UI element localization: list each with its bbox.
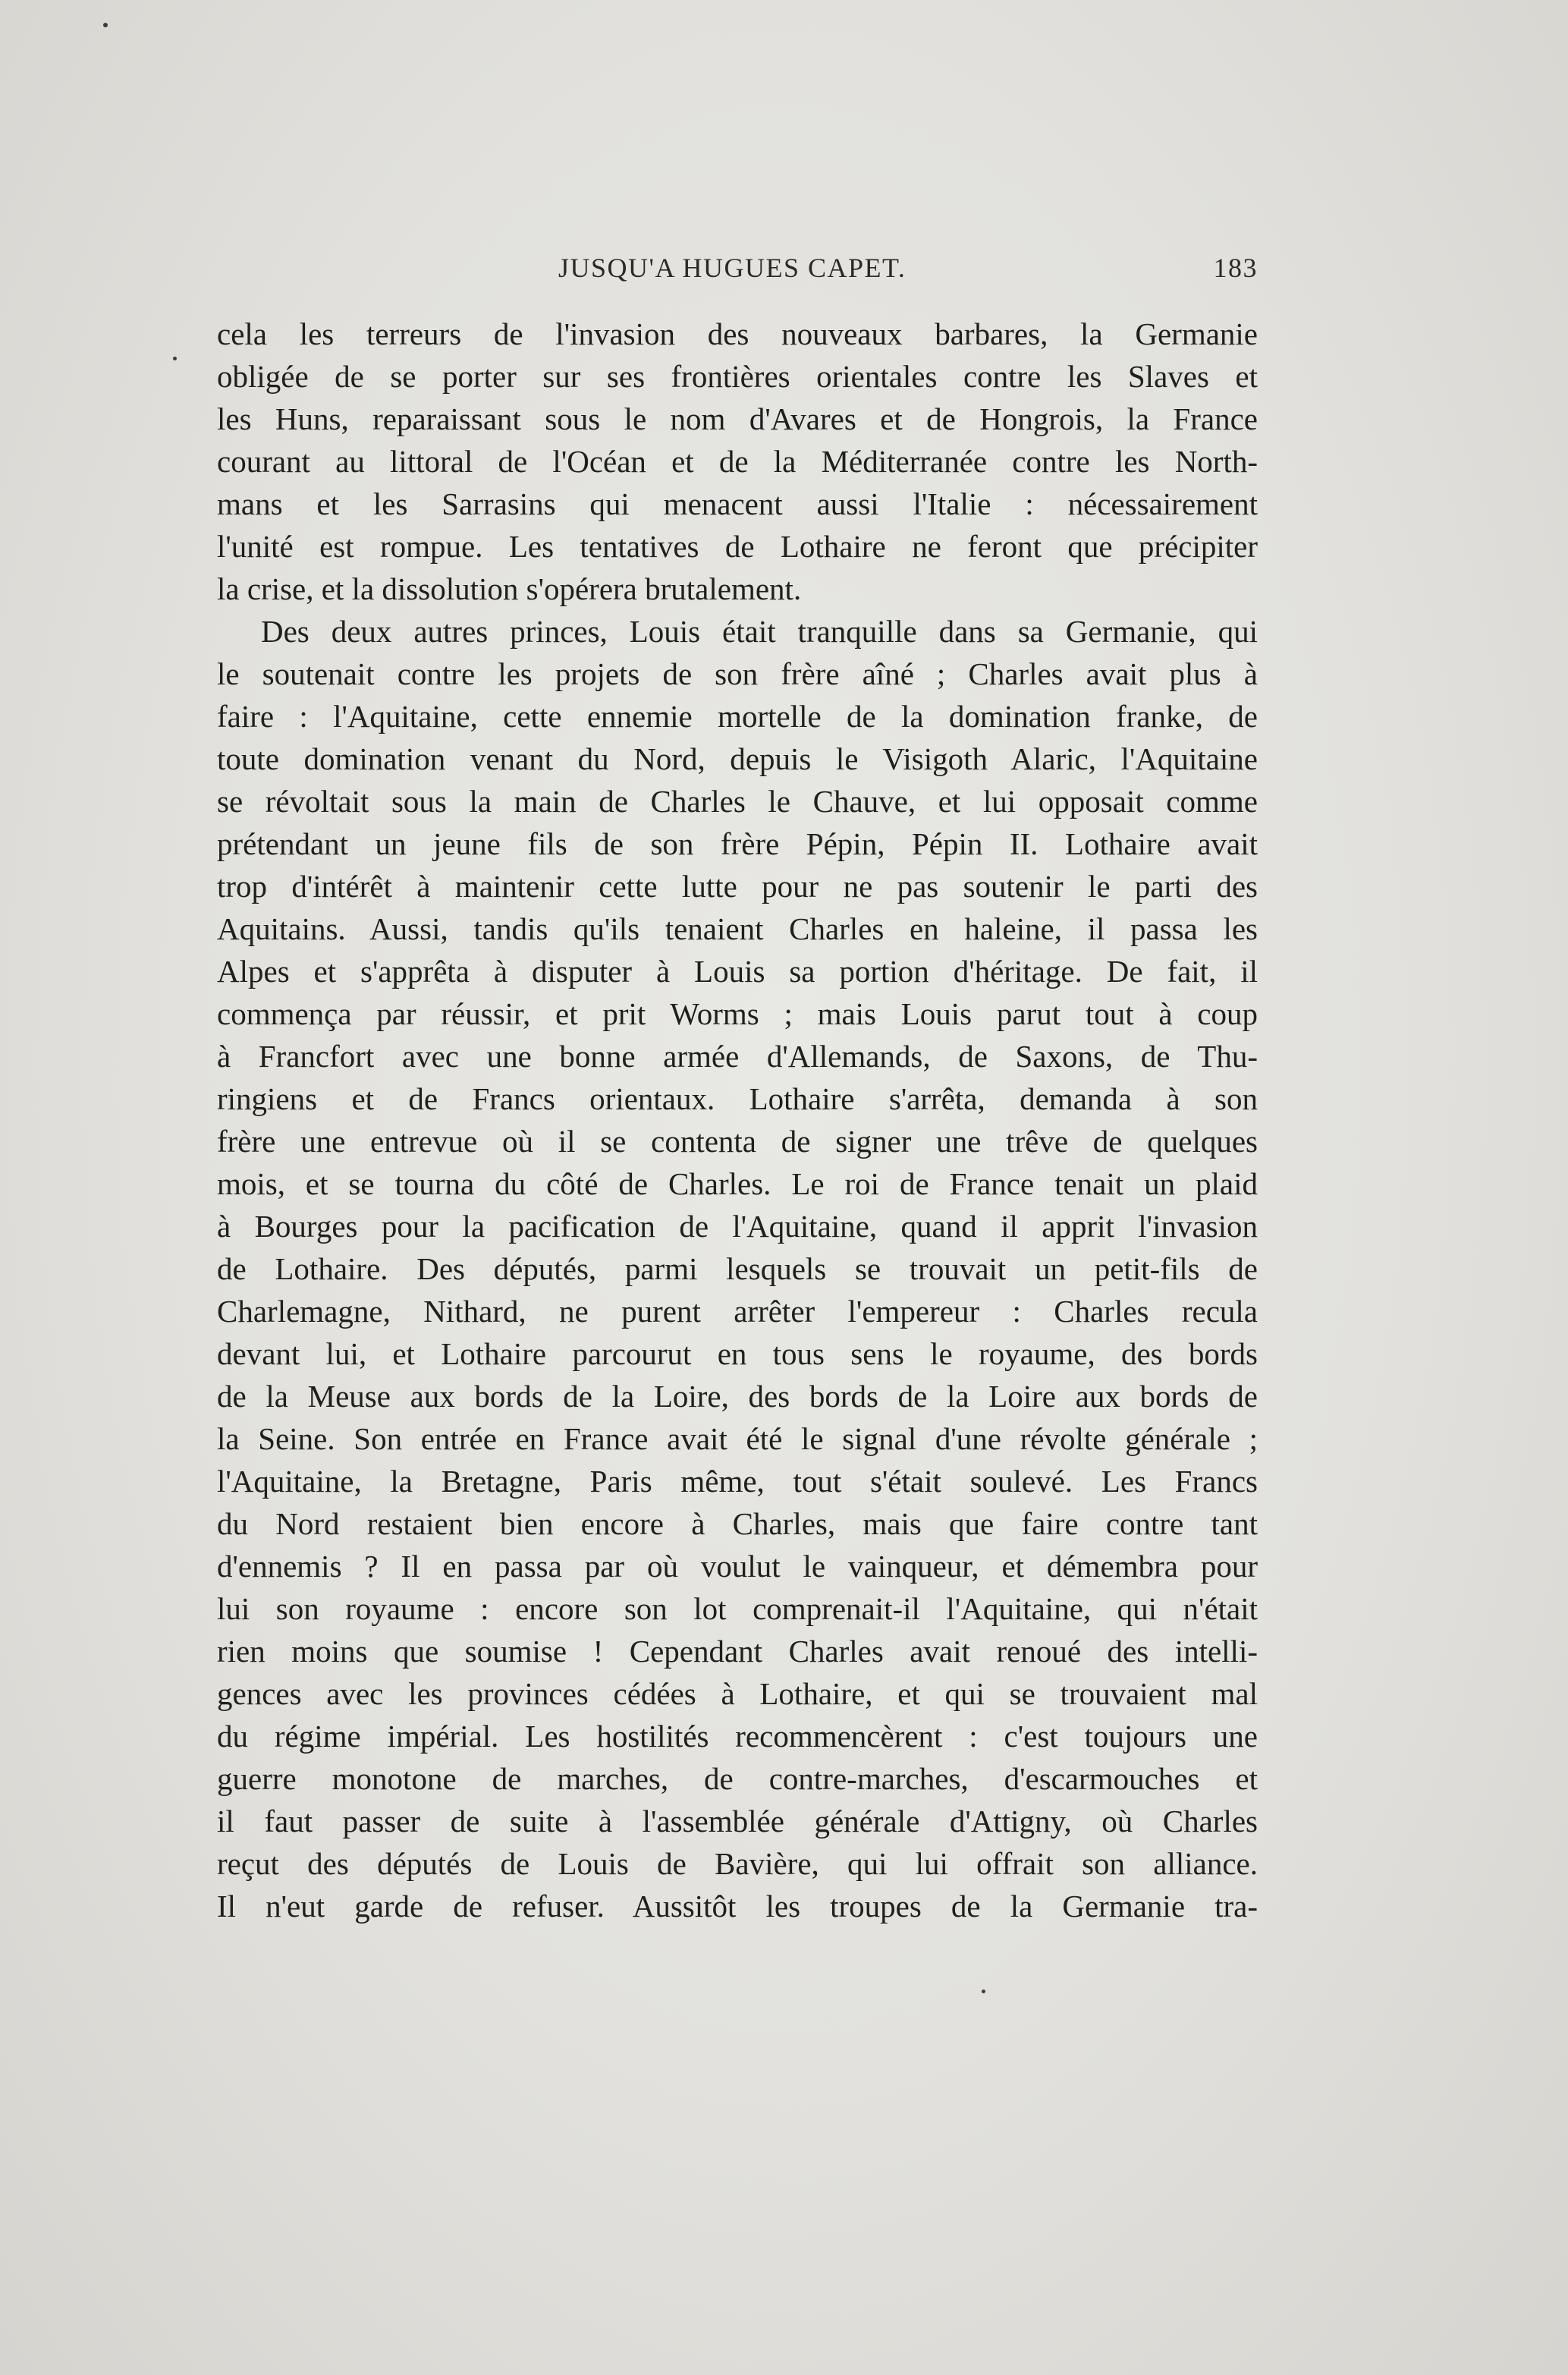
text-line: il faut passer de suite à l'assemblée générale d'Attigny, où Charles [217,1804,1258,1839]
text-line: Charlemagne, Nithard, ne purent arrêter l'empereur : Charles recula [217,1294,1258,1329]
text-line: rien moins que soumise ! Cependant Charles avait renoué des intelli- [217,1634,1258,1669]
text-line: du Nord restaient bien encore à Charles, mais que faire contre tant [217,1506,1258,1541]
page-number: 183 [1213,253,1258,283]
text-line: d'ennemis ? Il en passa par où voulut le vainqueur, et démembra pour [217,1549,1258,1584]
page-header [217,244,1258,290]
text-line: devant lui, et Lothaire parcourut en tous sens le royaume, des bords [217,1336,1258,1371]
text-line: Alpes et s'apprêta à disputer à Louis sa portion d'héritage. De fait, il [217,954,1258,989]
text-line: Des deux autres princes, Louis était tranquille dans sa Germanie, qui [261,614,1258,649]
text-line: à Francfort avec une bonne armée d'Allemands, de Saxons, de Thu- [217,1039,1258,1074]
body-text [217,313,1258,1927]
text-line: se révoltait sous la main de Charles le Chauve, et lui opposait comme [217,784,1258,819]
ink-speck [173,357,177,360]
text-line: trop d'intérêt à maintenir cette lutte pour ne pas soutenir le parti des [217,869,1258,904]
text-line: la crise, et la dissolution s'opérera brutalement. [217,571,802,606]
text-line: cela les terreurs de l'invasion des nouveaux barbares, la Germanie [217,316,1258,351]
text-line: de la Meuse aux bords de la Loire, des bords de la Loire aux bords de [217,1379,1258,1414]
text-line: Il n'eut garde de refuser. Aussitôt les troupes de la Germanie tra- [217,1889,1258,1924]
text-line: lui son royaume : encore son lot comprenait-il l'Aquitaine, qui n'était [217,1591,1258,1626]
text-line: mois, et se tourna du côté de Charles. Le roi de France tenait un plaid [217,1166,1258,1201]
text-line: l'Aquitaine, la Bretagne, Paris même, tout s'était soulevé. Les Francs [217,1464,1258,1499]
text-line: Aquitains. Aussi, tandis qu'ils tenaient Charles en haleine, il passa les [217,911,1258,946]
text-line: mans et les Sarrasins qui menacent aussi l'Italie : nécessairement [217,486,1258,521]
text-line: ringiens et de Francs orientaux. Lothaire s'arrêta, demanda à son [217,1081,1258,1116]
text-line: obligée de se porter sur ses frontières orientales contre les Slaves et [217,359,1258,394]
text-line: courant au littoral de l'Océan et de la Méditerranée contre les North- [217,444,1258,479]
text-line: toute domination venant du Nord, depuis le Visigoth Alaric, l'Aquitaine [217,741,1258,776]
running-head: JUSQU'A HUGUES CAPET. [558,253,907,283]
text-line: guerre monotone de marches, de contre-marches, d'escarmouches et [217,1761,1258,1796]
text-line: à Bourges pour la pacification de l'Aquitaine, quand il apprit l'invasion [217,1209,1258,1244]
text-line: les Huns, reparaissant sous le nom d'Avares et de Hongrois, la France [217,401,1258,436]
text-line: faire : l'Aquitaine, cette ennemie mortelle de la domination franke, de [217,699,1258,734]
text-line: la Seine. Son entrée en France avait été le signal d'une révolte générale ; [217,1421,1258,1456]
ink-speck [982,1990,985,1993]
text-line: frère une entrevue où il se contenta de signer une trêve de quelques [217,1124,1258,1159]
ink-speck [103,23,108,27]
text-line: commença par réussir, et prit Worms ; mais Louis parut tout à coup [217,996,1258,1031]
text-line: prétendant un jeune fils de son frère Pépin, Pépin II. Lothaire avait [217,826,1258,861]
text-line: gences avec les provinces cédées à Lothaire, et qui se trouvaient mal [217,1676,1258,1711]
text-line: de Lothaire. Des députés, parmi lesquels se trouvait un petit-fils de [217,1251,1258,1286]
text-line: l'unité est rompue. Les tentatives de Lothaire ne feront que précipiter [217,529,1258,564]
text-line: le soutenait contre les projets de son frère aîné ; Charles avait plus à [217,656,1258,691]
text-line: reçut des députés de Louis de Bavière, qui lui offrait son alliance. [217,1846,1258,1881]
text-line: du régime impérial. Les hostilités recommencèrent : c'est toujours une [217,1719,1258,1754]
